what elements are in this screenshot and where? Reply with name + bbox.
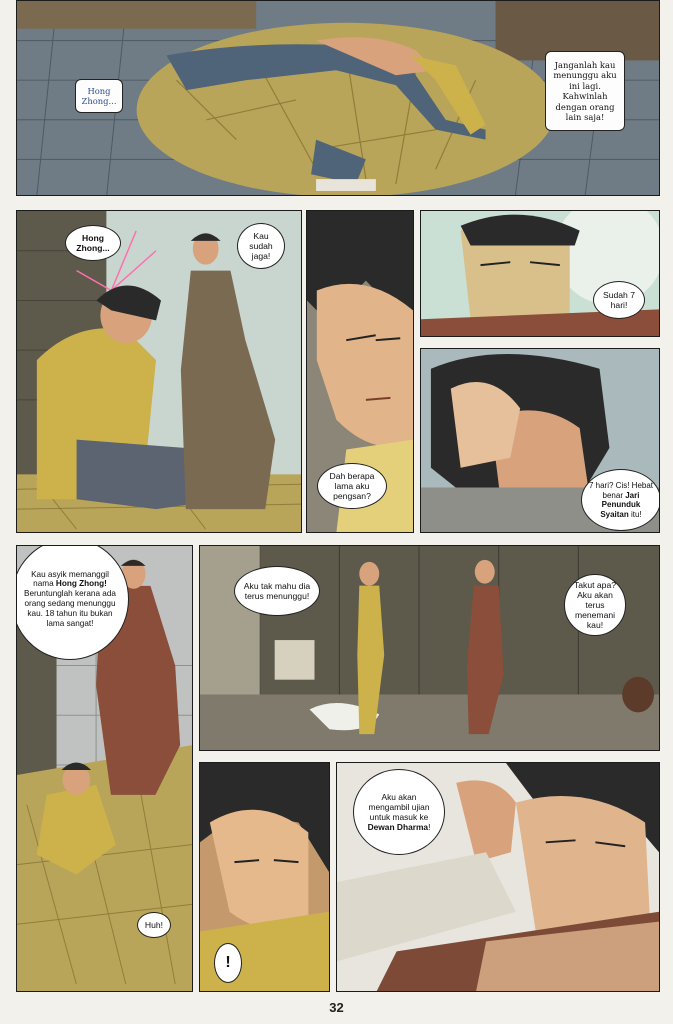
caption-hong-zhong-dream: Hong Zhong... — [75, 79, 123, 113]
bubble-kau-asyik: Kau asyik memanggil nama Hong Zhong! Beruntunglah kerana ada orang sedang menunggu kau. 18 tahun itu bukan lama sangat! — [16, 545, 129, 660]
panel-5 — [420, 348, 660, 533]
panel-4 — [420, 210, 660, 337]
bubble-berapa-lama: Dah berapa lama aku pengsan? — [317, 463, 387, 509]
panel-8 — [199, 762, 330, 992]
panel-2 — [16, 210, 302, 533]
bubble-hong-zhong: Hong Zhong... — [65, 225, 121, 261]
panel-7 — [199, 545, 660, 751]
panel-3 — [306, 210, 414, 533]
bubble-takut-apa: Takut apa? Aku akan terus menemani kau! — [564, 574, 626, 636]
bubble-exclamation: ! — [214, 943, 242, 983]
bubble-huh: Huh! — [137, 912, 171, 938]
bubble-sudah-7-hari: Sudah 7 hari! — [593, 281, 645, 319]
panel-6 — [16, 545, 193, 992]
bubble-kau-sudah-jaga: Kau sudah jaga! — [237, 223, 285, 269]
bubble-aku-akan-ujian: Aku akan mengambil ujian untuk masuk ke Dewan Dharma! — [353, 769, 445, 855]
caption-dont-wait: Janganlah kau menunggu aku ini lagi. Kahwinlah dengan orang lain saja! — [545, 51, 625, 131]
page-number: 32 — [329, 1000, 344, 1015]
panel-1 — [16, 0, 660, 196]
bubble-aku-tak-mahu: Aku tak mahu dia terus menunggu! — [234, 566, 320, 616]
panel-9 — [336, 762, 660, 992]
bubble-7-hari-cis: 7 hari? Cis! Hebat benar Jari Penunduk Syaitan itu! — [581, 469, 660, 531]
